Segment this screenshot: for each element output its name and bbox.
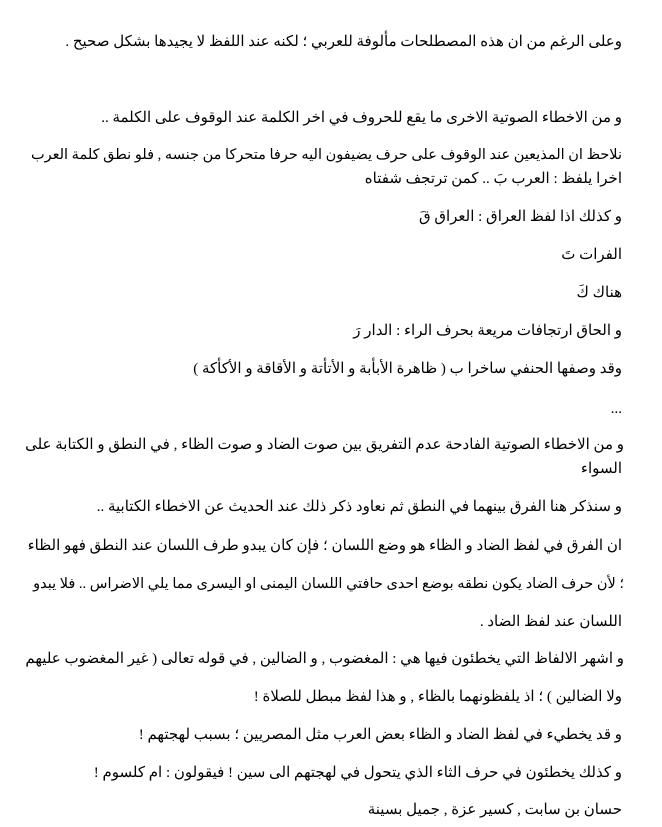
text-line: وقد وصفها الحنفي ساخرا ب ( ظاهرة الأبأبة و الأتأتة و الأقاقة و الأكأكة ) bbox=[193, 361, 622, 377]
text-line: و سنذكر هنا الفرق بينهما في النطق ثم نعاود ذكر ذلك عند الحديث عن الاخطاء الكتابية .. bbox=[96, 499, 622, 515]
text-line: و كذلك يخطئون في حرف الثاء الذي يتحول في لهجتهم الى سين ! فيقولون : ام كلسوم ! bbox=[93, 765, 622, 781]
text-line: حسان بن سابت , كسير عزة , جميل بسينة bbox=[367, 802, 622, 818]
text-line: وعلى الرغم من ان هذه المصطلحات مألوفة للعربي ؛ لكنه عند اللفظ لا يجيدها بشكل صحيح . bbox=[65, 34, 622, 50]
text-line: اخرا يلفظ : العرب بَ .. كمن ترتجف شفتاه bbox=[364, 171, 622, 187]
text-line: و قد يخطيء في لفظ الضاد و الظاء بعض العرب مثل المصريين ؛ بسبب لهجتهم ! bbox=[138, 727, 622, 743]
text-line: و كذلك اذا لفظ العراق : العراق قَ bbox=[418, 209, 622, 225]
text-line: و من الاخطاء الصوتية الفادحة عدم التفريق بين صوت الضاد و صوت الظاء , في النطق و الكتابة على bbox=[25, 437, 624, 453]
text-line: اللسان عند لفظ الضاد . bbox=[479, 614, 622, 630]
text-line: ... bbox=[610, 401, 622, 417]
text-line: نلاحظ ان المذيعين عند الوقوف على حرف يضيفون اليه حرفا متحركا من جنسه , فلو نطق كلمة العرب bbox=[30, 147, 622, 163]
text-line: ؛ لأن حرف الضاد يكون نطقه بوضع احدى حافتي اللسان اليمنى او اليسرى مما يلي الاضراس .. فلا يبدو bbox=[33, 576, 624, 592]
text-line: هناك كَ bbox=[576, 285, 622, 301]
text-line: و اشهر الالفاظ التي يخطئون فيها هي : المغضوب , و الضالين , في قوله تعالى ( غير المغضوب عليهم bbox=[25, 651, 624, 667]
text-line: الفرات تَ bbox=[561, 247, 622, 263]
text-line: و من الاخطاء الصوتية الاخرى ما يقع للحروف في اخر الكلمة عند الوقوف على الكلمة .. bbox=[101, 110, 622, 126]
text-line: ولا الضالين ) ؛ اذ يلفظونهما بالظاء , و هذا لفظ مبطل للصلاة ! bbox=[253, 689, 622, 705]
text-line: ان الفرق في لفظ الضاد و الظاء هو وضع اللسان ؛ فإن كان يبدو طرف اللسان عند النطق فهو الظاء bbox=[27, 538, 622, 554]
text-line: السواء bbox=[580, 461, 622, 477]
text-line: و الحاق ارتجافات مريعة بحرف الراء : الدار رَ bbox=[353, 323, 622, 339]
